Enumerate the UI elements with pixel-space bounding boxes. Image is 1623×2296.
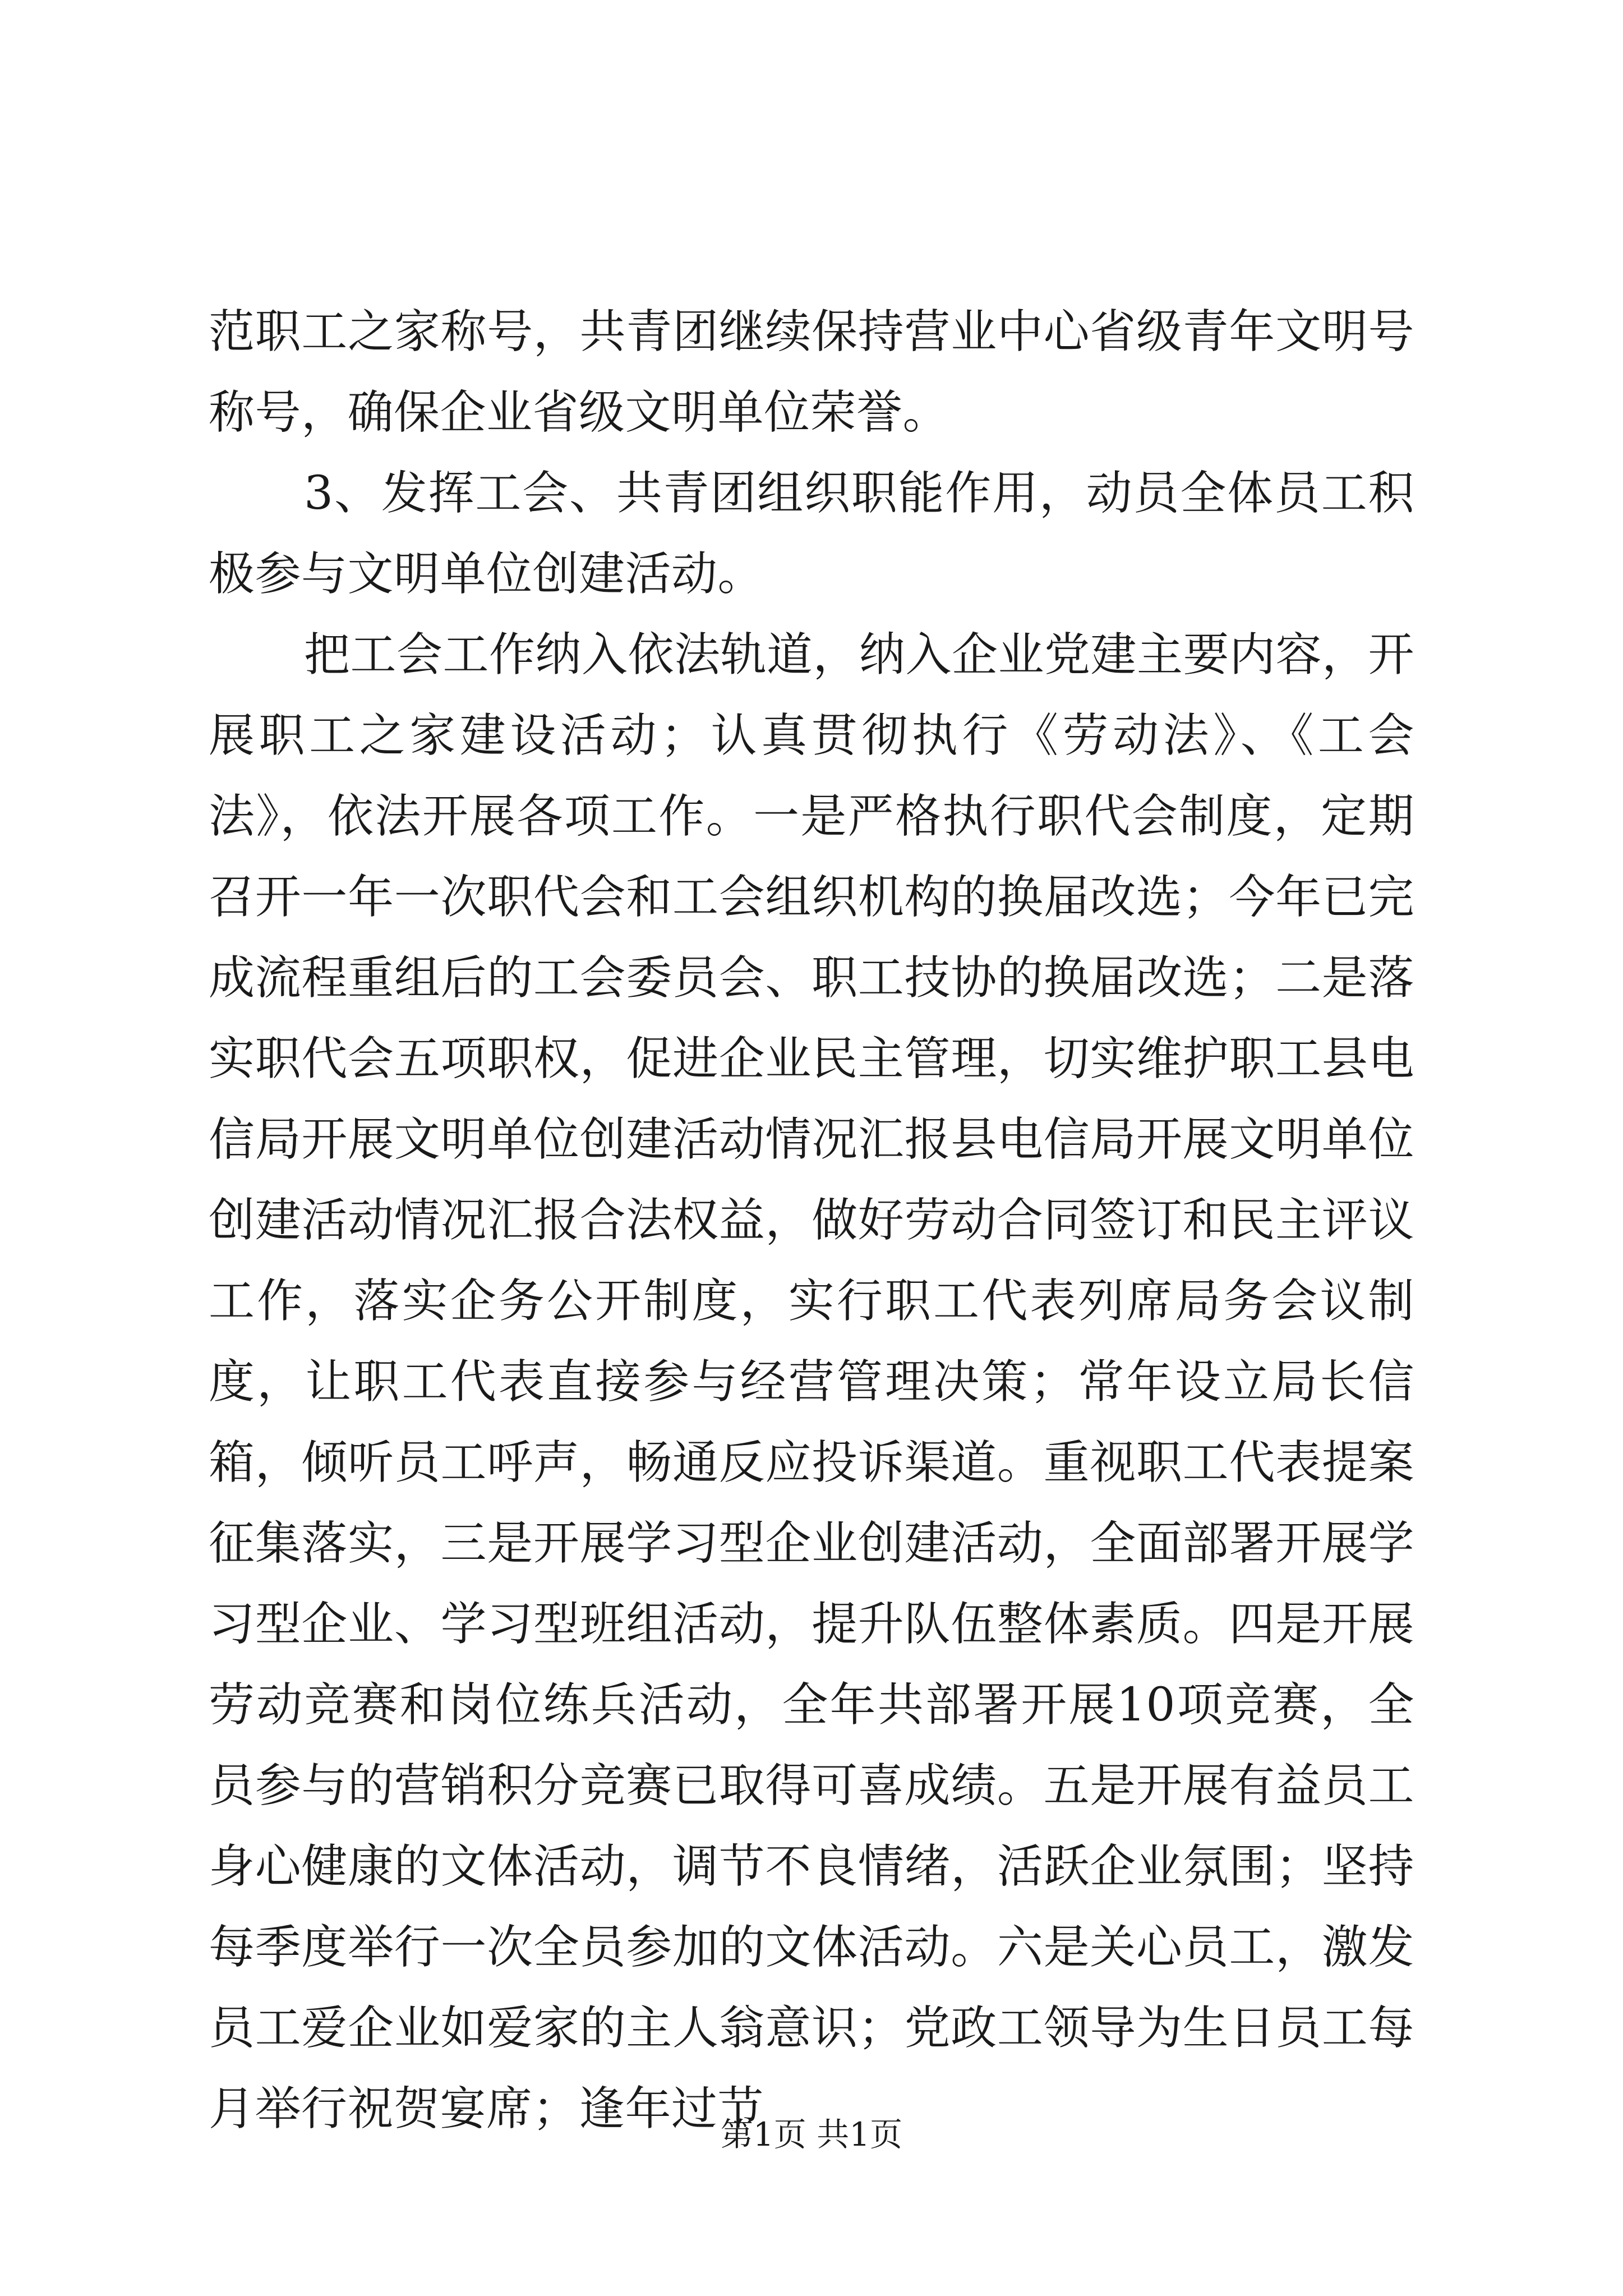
document-body xyxy=(209,292,1414,2150)
paragraph-3: 把工会工作纳入依法轨道，纳入企业党建主要内容，开展职工之家建设活动；认真贯彻执行《劳动法》、《工会法》，依法开展各项工作。一是严格执行职代会制度，定期召开一年一次职代会和工会组织机构的换届改选；今年已完成流程重组后的工会委员会、职工技协的换届改选；二是落实职代会五项职权，促进企业民主管理，切实维护职工县电信局开展文明单位创建活动情况汇报县电信局开展文明单位创建活动情况汇报合法权益，做好劳动合同签订和民主评议工作，落实企务公开制度，实行职工代表列席局务会议制度，让职工代表直接参与经营管理决策；常年设立局长信箱，倾听员工呼声，畅通反应投诉渠道。重视职工代表提案征集落实，三是开展学习型企业创建活动，全面部署开展学习型企业、学习型班组活动，提升队伍整体素质。四是开展劳动竞赛和岗位练兵活动，全年共部署开展10项竞赛，全员参与的营销积分竞赛已取得可喜成绩。五是开展有益员工身心健康的文体活动，调节不良情绪，活跃企业氛围；坚持每季度举行一次全员参加的文体活动。六是关心员工，激发员工爱企业如爱家的主人翁意识；党政工领导为生日员工每月举行祝贺宴席；逢年过节 xyxy=(209,628,1415,2136)
paragraph-2: 3、发挥工会、共青团组织职能作用，动员全体员工积极参与文明单位创建活动。 xyxy=(209,467,1414,601)
page-footer: 第1页 共1页 xyxy=(720,2115,903,2154)
paragraph-1: 范职工之家称号，共青团继续保持营业中心省级青年文明号称号，确保企业省级文明单位荣誉。 xyxy=(209,305,1414,439)
